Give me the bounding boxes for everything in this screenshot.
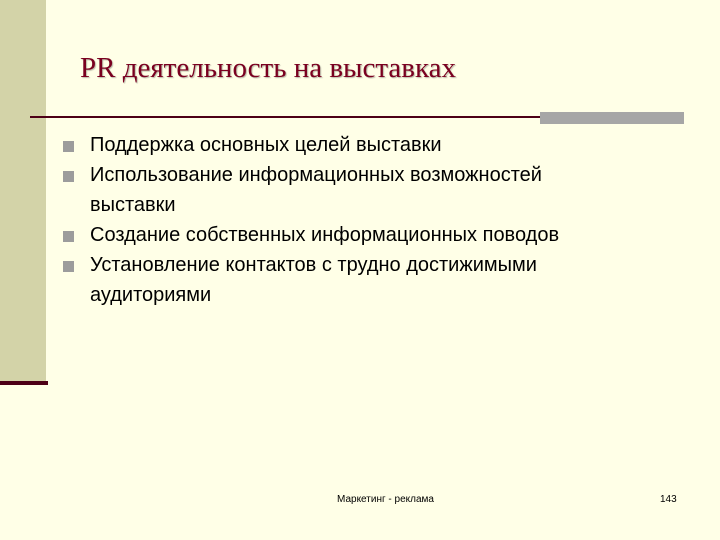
- bullet-item: [63, 250, 703, 310]
- bullet-text-continuation: аудиториями: [90, 284, 212, 306]
- page-number: 143: [660, 494, 677, 505]
- bullet-item: [63, 130, 703, 160]
- bullet-text: Поддержка основных целей выставки: [90, 134, 442, 156]
- square-bullet-icon: [63, 261, 74, 272]
- square-bullet-icon: [63, 141, 74, 152]
- side-band: [0, 0, 46, 384]
- square-bullet-icon: [63, 171, 74, 182]
- bullet-item: [63, 220, 703, 250]
- side-band-underline: [0, 381, 48, 385]
- bullet-text: Создание собственных информационных поводов: [90, 224, 560, 246]
- bullet-text: Установление контактов с трудно достижимыми: [90, 254, 537, 276]
- bullet-text-continuation: выставки: [90, 194, 176, 216]
- footer-label: Маркетинг - реклама: [337, 494, 434, 505]
- slide-title: PR деятельность на выставках: [80, 52, 456, 84]
- bullet-item: [63, 160, 703, 220]
- title-divider-accent: [540, 112, 684, 124]
- bullet-list: [63, 130, 703, 310]
- square-bullet-icon: [63, 231, 74, 242]
- bullet-text: Использование информационных возможностей: [90, 164, 542, 186]
